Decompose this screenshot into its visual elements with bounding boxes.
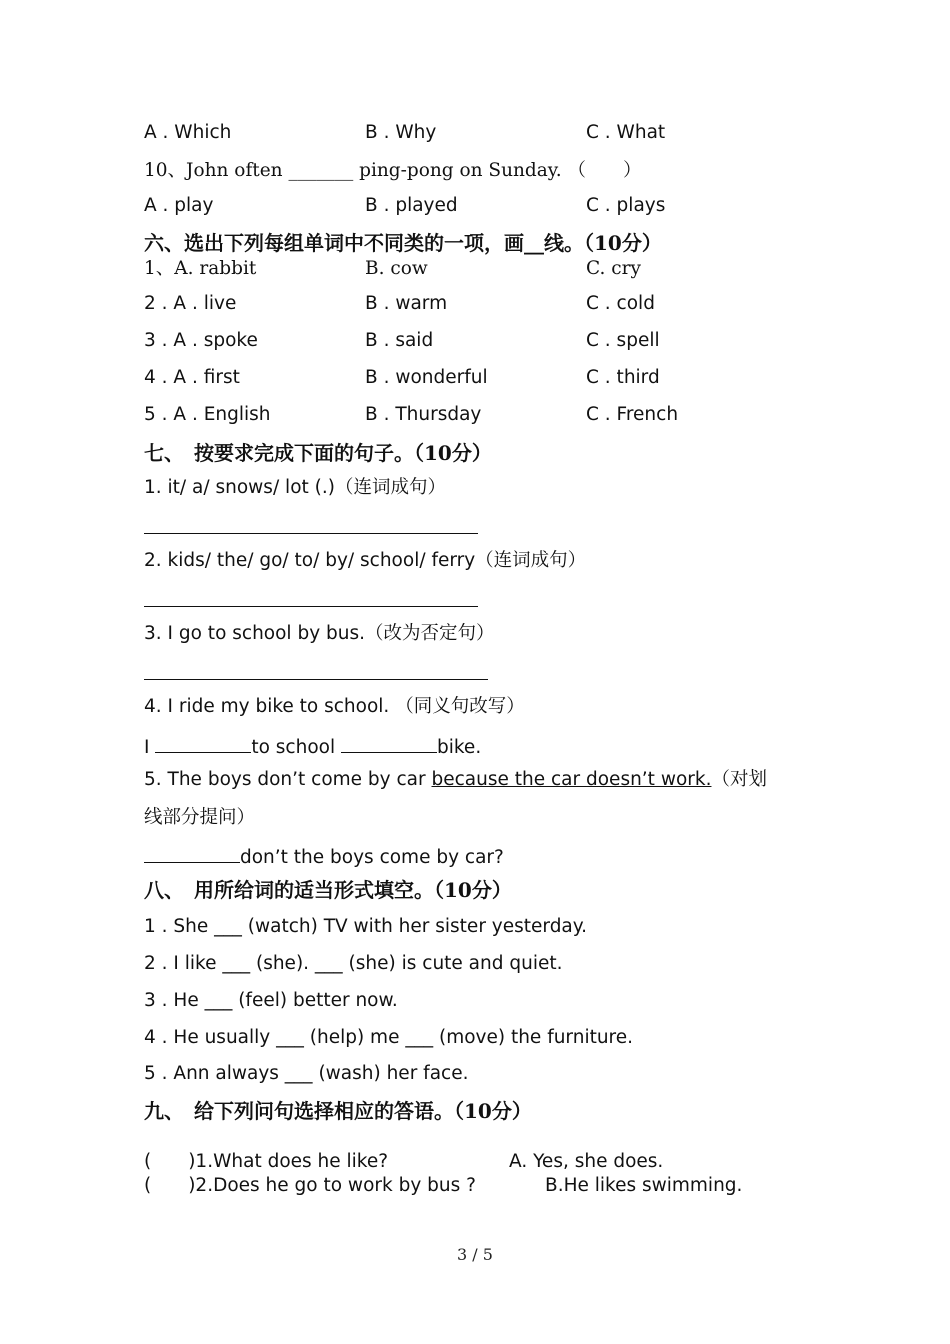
s8-item-2: 2 . I like ___ (she). ___ (she) is cute and quiet. — [144, 953, 563, 974]
s6-r1-c: C. cry — [586, 258, 641, 279]
q10-question: 10、John often _______ ping-pong on Sunday. （ ） — [144, 160, 642, 181]
section6-title: 六、选出下列每组单词中不同类的一项，画__线。（10分） — [144, 231, 662, 255]
s7-q5 — [144, 771, 767, 790]
s7-q4: 4. I ride my bike to school. （同义句改写） — [144, 696, 525, 717]
q10-option-a: A . play — [144, 195, 214, 216]
s7-q4-blank-2[interactable] — [341, 736, 437, 753]
q10-option-c: C . plays — [586, 195, 666, 216]
q9-option-c: C . What — [586, 122, 666, 143]
s7-q5-blank[interactable] — [144, 846, 240, 863]
s7-q4-answer-b: to school — [251, 737, 341, 758]
s7-q5-post: （对划 — [711, 769, 767, 790]
s8-item-4: 4 . He usually ___ (help) me ___ (move) the furniture. — [144, 1027, 634, 1048]
s6-r4-b: B . wonderful — [365, 367, 488, 388]
s9-q2: ( )2.Does he go to work by bus ? — [144, 1175, 476, 1196]
s8-item-1: 1 . She ___ (watch) TV with her sister yesterday. — [144, 916, 587, 937]
q9-option-b: B . Why — [365, 122, 437, 143]
s7-q5-underlined: because the car doesn’t work. — [431, 769, 712, 790]
s7-q2-answer-line[interactable] — [144, 606, 478, 607]
s7-q4-answer — [144, 736, 481, 758]
s7-q5-pre: 5. The boys don’t come by car — [144, 769, 432, 790]
s6-r4-a: 4 . A . first — [144, 367, 240, 388]
s6-r2-b: B . warm — [365, 293, 448, 314]
s9-q1: ( )1.What does he like? — [144, 1151, 389, 1172]
s6-r1-b: B. cow — [365, 258, 428, 279]
s6-r1-a: 1、A. rabbit — [144, 258, 257, 279]
s9-a1: A. Yes, she does. — [509, 1151, 664, 1172]
section8-title: 八、 用所给词的适当形式填空。（10分） — [144, 878, 512, 902]
s6-r3-c: C . spell — [586, 330, 660, 351]
s7-q4-answer-c: bike. — [437, 737, 482, 758]
s7-q3-answer-line[interactable] — [144, 679, 488, 680]
s7-q5-answer — [144, 846, 504, 868]
s6-r4-c: C . third — [586, 367, 660, 388]
s7-q5-continuation: 线部分提问） — [144, 807, 256, 828]
s7-q3: 3. I go to school by bus.（改为否定句） — [144, 623, 495, 644]
s7-q1: 1. it/ a/ snows/ lot (.)（连词成句） — [144, 477, 446, 498]
s7-q4-answer-a: I — [144, 737, 156, 758]
page-number: 3 / 5 — [457, 1245, 493, 1264]
section9-title: 九、 给下列问句选择相应的答语。（10分） — [144, 1099, 532, 1123]
s6-r5-c: C . French — [586, 404, 679, 425]
s6-r2-c: C . cold — [586, 293, 655, 314]
s6-r5-a: 5 . A . English — [144, 404, 271, 425]
s7-q1-answer-line[interactable] — [144, 533, 478, 534]
s6-r2-a: 2 . A . live — [144, 293, 237, 314]
s8-item-5: 5 . Ann always ___ (wash) her face. — [144, 1063, 469, 1084]
s8-item-3: 3 . He ___ (feel) better now. — [144, 990, 398, 1011]
s7-q4-blank-1[interactable] — [155, 736, 251, 753]
s7-q2: 2. kids/ the/ go/ to/ by/ school/ ferry（连词成句） — [144, 550, 587, 571]
s6-r5-b: B . Thursday — [365, 404, 482, 425]
q10-option-b: B . played — [365, 195, 458, 216]
s7-q5-answer-text: don’t the boys come by car? — [240, 847, 504, 868]
section7-title: 七、 按要求完成下面的句子。（10分） — [144, 441, 492, 465]
q9-option-a: A . Which — [144, 122, 232, 143]
s6-r3-b: B . said — [365, 330, 434, 351]
s6-r3-a: 3 . A . spoke — [144, 330, 258, 351]
s9-a2: B.He likes swimming. — [545, 1175, 743, 1196]
